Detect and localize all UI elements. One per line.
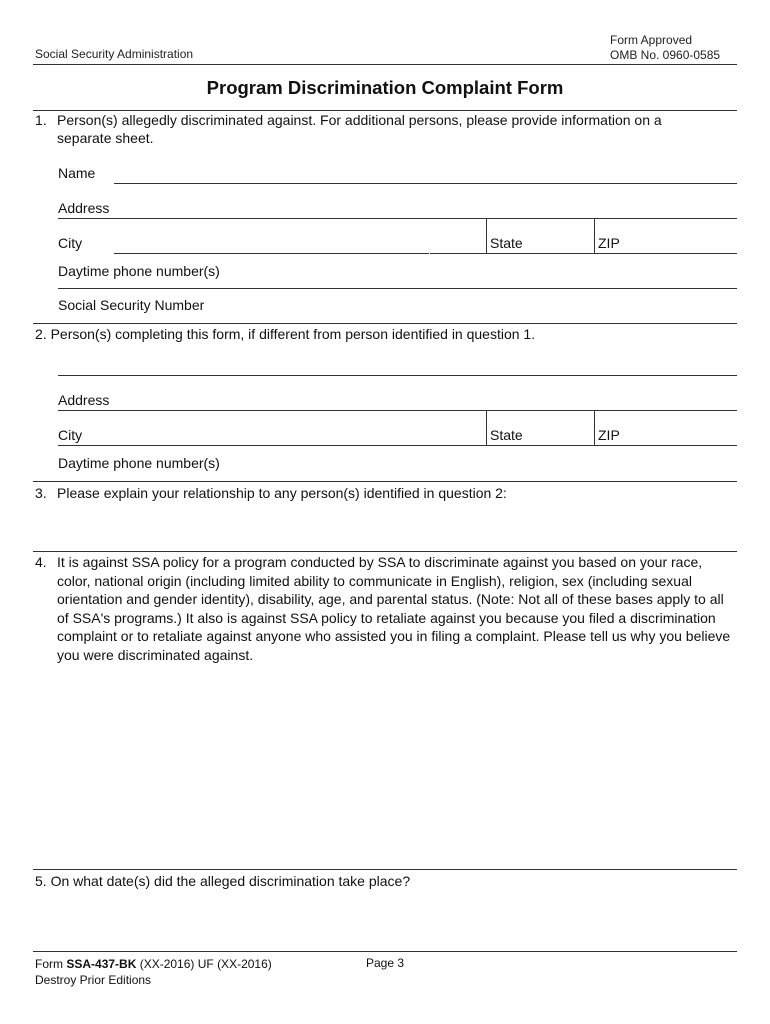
q2-city-label: City — [58, 427, 83, 443]
form-prefix: Form — [35, 957, 67, 971]
q1-ssn-field[interactable] — [224, 295, 734, 317]
q1-state-label: State — [490, 235, 523, 251]
agency-name: Social Security Administration — [35, 47, 194, 61]
q1-state-field[interactable] — [528, 231, 590, 253]
q2-address-field[interactable] — [118, 388, 734, 410]
q4-text: It is against SSA policy for a program conducted by SSA to discriminate against you based on your race, color, national origin (including limited ability to communicate in English), religion, sex (including sexual orientation and gender identity), disability, age, and parental status. (Note: Not all of these bases apply to all of SSA's programs.) It also is against SSA policy to retaliate against you because you filed a discrimination complaint or to retaliate against anyone who assisted you in filing a complaint. Please tell us why you believe you were discriminated against. — [57, 554, 731, 663]
q2-phone-field[interactable] — [240, 453, 734, 475]
form-edition: (XX-2016) UF (XX-2016) — [136, 957, 272, 971]
q1-ssn-rule — [33, 323, 737, 324]
q1-city-rule — [114, 253, 429, 254]
q1-state-divider — [486, 219, 487, 254]
q3-number: 3. — [35, 485, 47, 501]
page-number: Page 3 — [366, 956, 405, 970]
q1-address-label: Address — [58, 200, 110, 216]
q2-zip-field[interactable] — [626, 423, 734, 445]
q2-state-label: State — [490, 427, 523, 443]
q1-address-field[interactable] — [118, 196, 734, 218]
q4-rule — [33, 869, 737, 870]
form-number: SSA-437-BK — [66, 957, 137, 971]
q2-state-field[interactable] — [528, 423, 590, 445]
q1-zip-label: ZIP — [598, 235, 620, 251]
header-rule — [33, 64, 737, 65]
q1-ssn-label: Social Security Number — [58, 297, 205, 313]
q2-text: 2. Person(s) completing this form, if different from person identified in question 1. — [35, 326, 536, 342]
q4-answer-field[interactable] — [58, 672, 734, 864]
q2-address-rule — [58, 410, 737, 411]
q2-zip-label: ZIP — [598, 427, 620, 443]
destroy-prior-editions: Destroy Prior Editions — [35, 973, 152, 987]
footer-rule — [33, 951, 737, 952]
q3-answer-field[interactable] — [58, 506, 734, 546]
omb-number: OMB No. 0960-0585 — [610, 48, 721, 62]
q5-text: 5. On what date(s) did the alleged discrimination take place? — [35, 873, 411, 889]
q2-phone-label: Daytime phone number(s) — [58, 455, 220, 471]
q3-rule — [33, 551, 737, 552]
q1-phone-field[interactable] — [240, 261, 734, 283]
q1-text-line2: separate sheet. — [57, 130, 154, 146]
q2-state-divider — [486, 411, 487, 446]
q1-name-field[interactable] — [114, 161, 734, 183]
page-title: Program Discrimination Complaint Form — [206, 77, 564, 98]
form-approved-label: Form Approved — [610, 33, 693, 47]
q1-text-line1: Person(s) allegedly discriminated against. For additional persons, please provide information on a — [57, 112, 662, 128]
q1-name-label: Name — [58, 165, 96, 181]
form-number-line — [35, 957, 272, 971]
q2-zip-divider — [594, 411, 595, 446]
q2-name-field[interactable] — [58, 350, 734, 372]
q1-name-rule — [114, 183, 737, 184]
q1-number: 1. — [35, 112, 47, 128]
q1-city-field[interactable] — [114, 231, 426, 253]
q2-city-field[interactable] — [114, 423, 482, 445]
q2-name-rule — [58, 375, 737, 376]
q1-city-label: City — [58, 235, 83, 251]
q2-address-label: Address — [58, 392, 110, 408]
q1-phone-label: Daytime phone number(s) — [58, 263, 220, 279]
q1-city-row-rule — [430, 253, 737, 254]
q1-zip-divider — [594, 219, 595, 254]
q5-answer-field[interactable] — [58, 896, 734, 948]
q3-text: Please explain your relationship to any person(s) identified in question 2: — [57, 485, 507, 501]
q2-phone-rule — [33, 481, 737, 482]
q1-zip-field[interactable] — [626, 231, 734, 253]
q2-city-row-rule — [58, 445, 737, 446]
q1-address-rule — [58, 218, 737, 219]
q4-number: 4. — [35, 554, 47, 570]
q1-phone-rule — [58, 288, 737, 289]
